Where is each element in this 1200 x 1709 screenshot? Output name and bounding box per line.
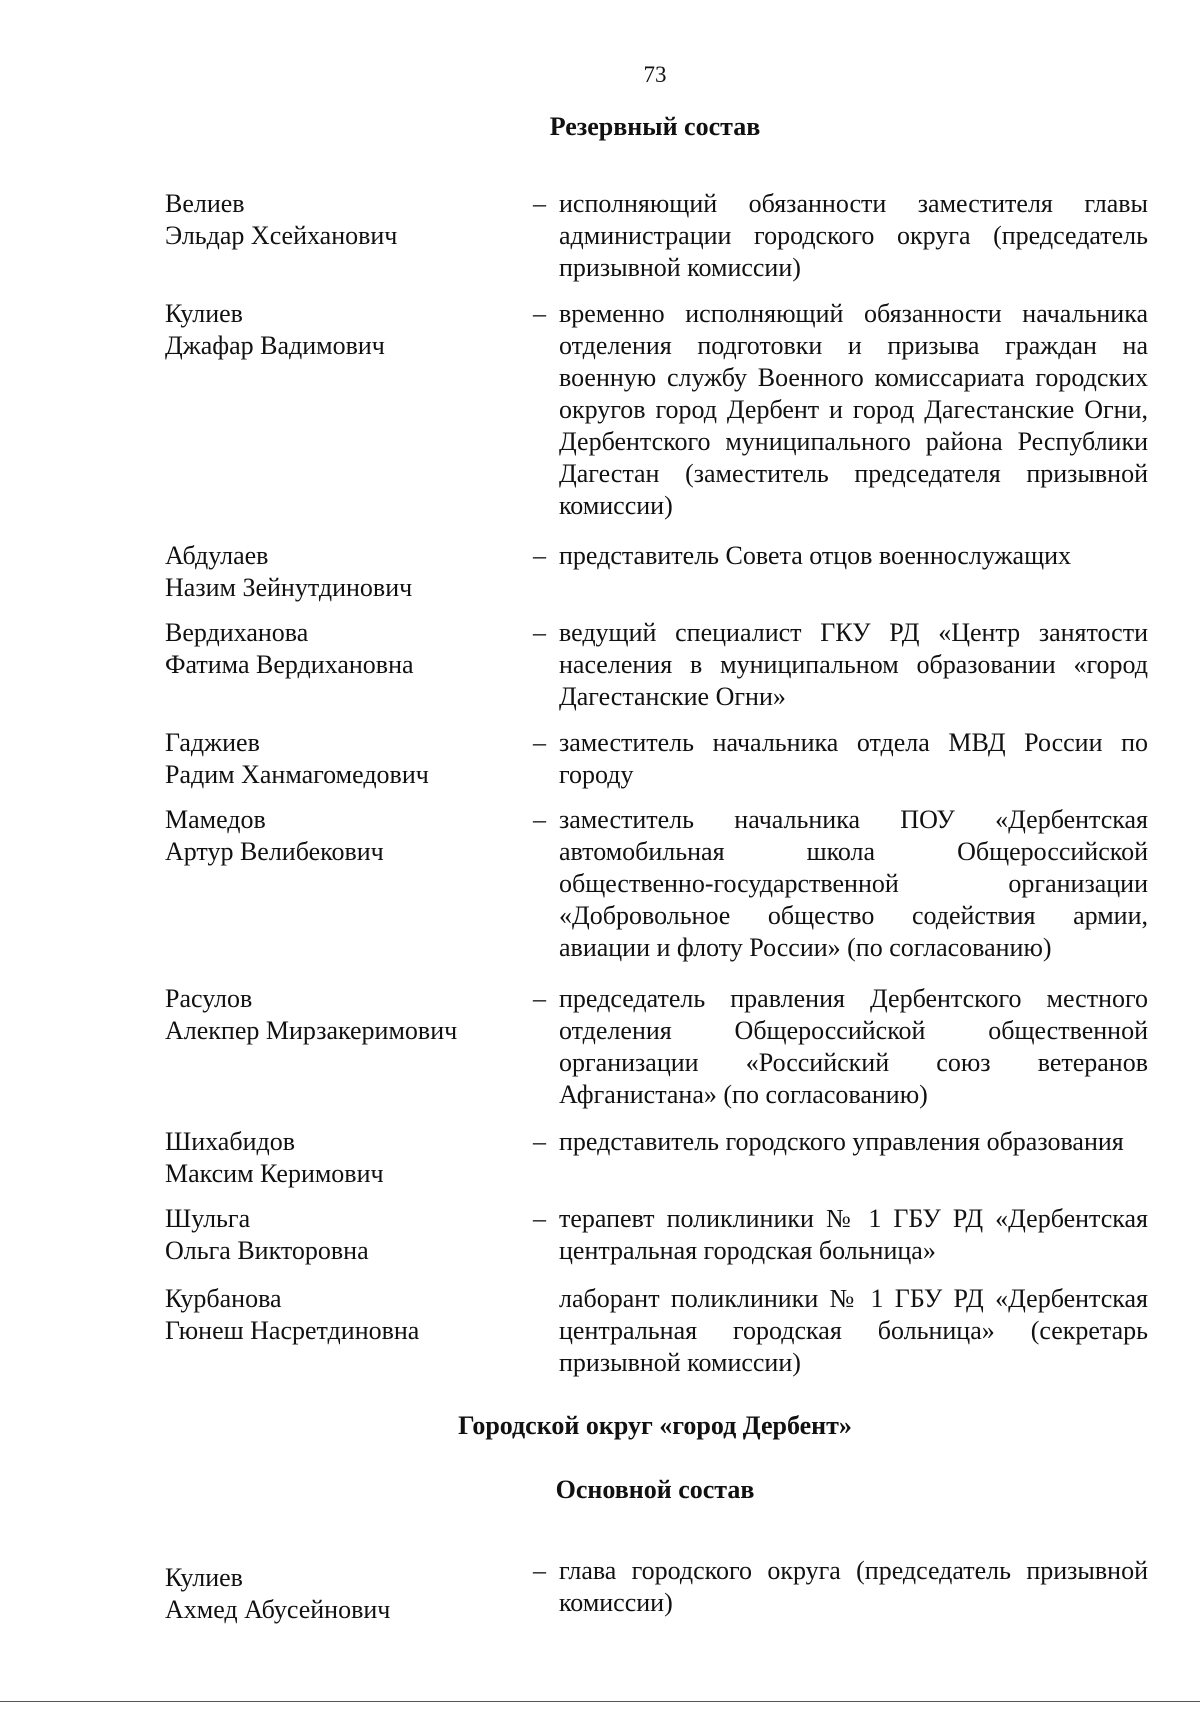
- role-text: представитель городского управления образования: [559, 1127, 1124, 1156]
- member-name: [165, 727, 535, 791]
- role-dash: –: [533, 618, 546, 647]
- member-role: [533, 1283, 1148, 1379]
- member-name: [165, 1203, 535, 1267]
- role-dash: –: [533, 728, 546, 757]
- role-text: ведущий специалист ГКУ РД «Центр занятости населения в муниципальном образовании «город Дагестанские Огни»: [559, 618, 1148, 711]
- member-name: [165, 804, 535, 868]
- role-text: исполняющий обязанности заместителя главы администрации городского округа (председатель призывной комиссии): [559, 189, 1148, 282]
- member-given-name: Эльдар Хсейханович: [165, 221, 398, 250]
- role-dash: –: [533, 189, 546, 218]
- member-role: [533, 298, 1148, 522]
- section-heading-reserve: Резервный состав: [549, 112, 761, 141]
- role-text: заместитель начальника ПОУ «Дербентская автомобильная школа Общероссийской общественно-государственной организации «Добровольное общество содействия армии, авиации и флоту России» (по согласованию): [559, 805, 1148, 962]
- role-dash: –: [533, 1127, 546, 1156]
- member-surname: Абдулаев: [165, 541, 269, 570]
- member-surname: Шихабидов: [165, 1127, 295, 1156]
- member-given-name: Артур Велибекович: [165, 837, 384, 866]
- role-dash: –: [533, 1556, 546, 1585]
- role-text: заместитель начальника отдела МВД России по городу: [559, 728, 1148, 789]
- member-surname: Расулов: [165, 984, 253, 1013]
- role-text: глава городского округа (председатель призывной комиссии): [559, 1556, 1148, 1617]
- section-heading-derbent: Городской округ «город Дербент»: [458, 1411, 852, 1440]
- member-role: [533, 617, 1148, 713]
- scan-edge-line: [0, 1701, 1200, 1702]
- member-given-name: Назим Зейнутдинович: [165, 573, 413, 602]
- member-role: [533, 804, 1148, 964]
- member-role: [533, 1203, 1148, 1267]
- role-dash: –: [533, 1204, 546, 1233]
- role-dash: –: [533, 984, 546, 1013]
- member-role: [533, 188, 1148, 284]
- member-given-name: Радим Ханмагомедович: [165, 760, 429, 789]
- member-given-name: Джафар Вадимович: [165, 331, 385, 360]
- member-given-name: Ахмед Абусейнович: [165, 1595, 391, 1624]
- role-text: терапевт поликлиники № 1 ГБУ РД «Дербентская центральная городская больница»: [559, 1204, 1148, 1265]
- member-role: [533, 1555, 1148, 1619]
- member-role: [533, 983, 1148, 1111]
- member-given-name: Максим Керимович: [165, 1159, 384, 1188]
- role-dash: –: [533, 541, 546, 570]
- member-role: [533, 1126, 1148, 1158]
- member-name: [165, 1126, 535, 1190]
- member-surname: Кулиев: [165, 299, 243, 328]
- role-text: лаборант поликлиники № 1 ГБУ РД «Дербентская центральная городская больница» (секретарь призывной комиссии): [559, 1284, 1148, 1377]
- member-name: [165, 1283, 535, 1347]
- member-surname: Вердиханова: [165, 618, 309, 647]
- member-name: [165, 617, 535, 681]
- role-text: председатель правления Дербентского местного отделения Общероссийской общественной организации «Российский союз ветеранов Афганистана» (по согласованию): [559, 984, 1148, 1109]
- member-name: [165, 188, 535, 252]
- role-dash: –: [533, 299, 546, 328]
- member-name: [165, 983, 535, 1047]
- member-name: [165, 298, 535, 362]
- member-surname: Велиев: [165, 189, 245, 218]
- member-role: [533, 540, 1148, 572]
- role-dash: –: [533, 805, 546, 834]
- member-name: [165, 540, 535, 604]
- role-text: представитель Совета отцов военнослужащих: [559, 541, 1072, 570]
- role-text: временно исполняющий обязанности начальника отделения подготовки и призыва граждан на военную службу Военного комиссариата городских округов город Дербент и город Дагестанские Огни, Дербентского муниципального района Республики Дагестан (заместитель председателя призывной комиссии): [559, 299, 1148, 520]
- member-surname: Кулиев: [165, 1563, 243, 1592]
- member-surname: Мамедов: [165, 805, 266, 834]
- member-name: [165, 1562, 535, 1626]
- member-surname: Гаджиев: [165, 728, 260, 757]
- member-surname: Курбанова: [165, 1284, 282, 1313]
- page-number: 73: [643, 62, 667, 87]
- member-role: [533, 727, 1148, 791]
- member-given-name: Фатима Вердихановна: [165, 650, 414, 679]
- member-given-name: Алекпер Мирзакеримович: [165, 1016, 458, 1045]
- member-given-name: Гюнеш Насретдиновна: [165, 1316, 420, 1345]
- member-surname: Шульга: [165, 1204, 251, 1233]
- section-subheading-main: Основной состав: [555, 1475, 755, 1504]
- member-given-name: Ольга Викторовна: [165, 1236, 369, 1265]
